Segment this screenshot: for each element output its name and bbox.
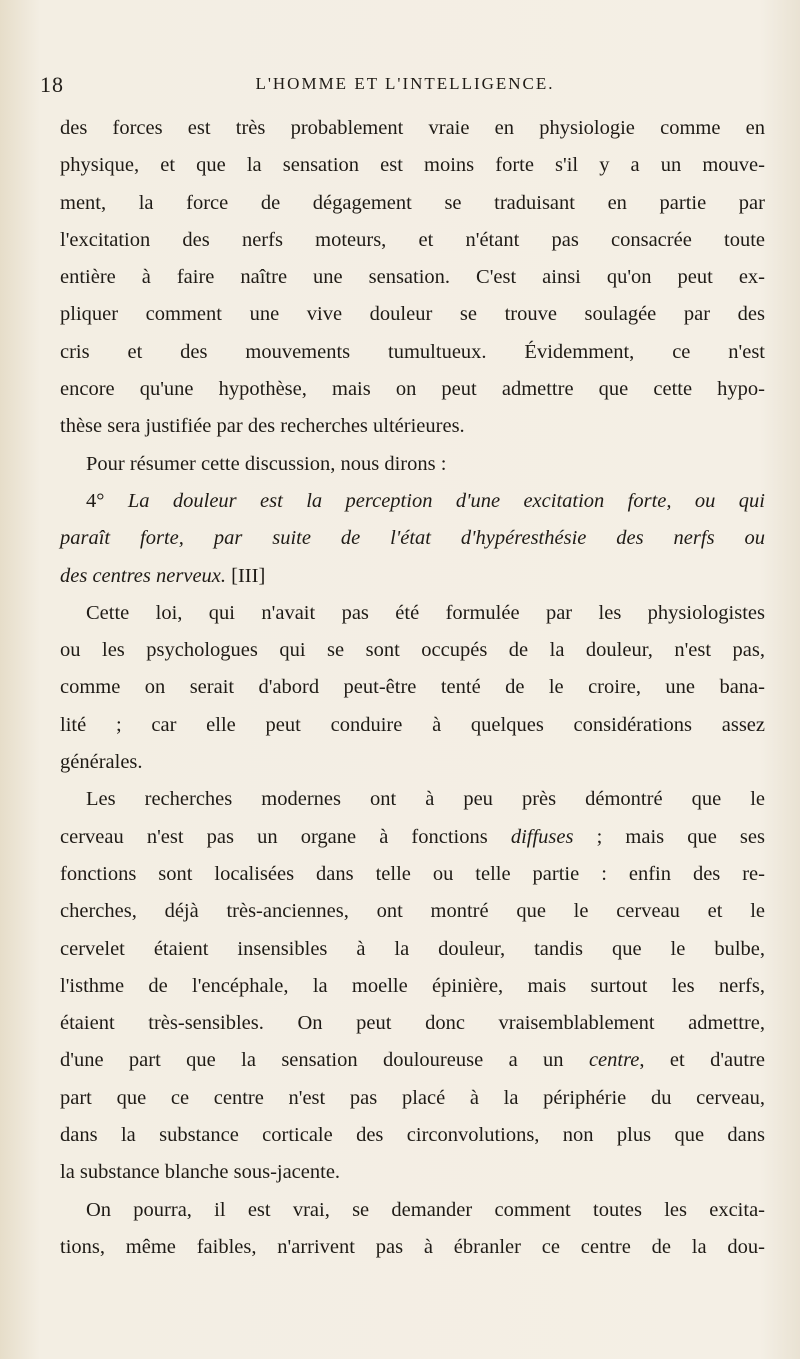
text-segment: l'excitation des nerfs moteurs, et n'étant pas consacrée toute bbox=[60, 228, 765, 251]
running-title: L'HOMME ET L'INTELLIGENCE. bbox=[255, 74, 555, 93]
italic-text-segment: paraît forte, par suite de l'état d'hypéresthésie des nerfs ou bbox=[60, 527, 765, 550]
text-segment: encore qu'une hypothèse, mais on peut admettre que cette hypo- bbox=[60, 378, 765, 401]
text-segment: Cette loi, qui n'avait pas été formulée par les physiologistes bbox=[86, 601, 765, 624]
text-line bbox=[60, 147, 765, 184]
text-line bbox=[60, 334, 765, 371]
text-line bbox=[60, 968, 765, 1005]
text-line bbox=[60, 744, 765, 781]
text-line bbox=[60, 371, 765, 408]
text-segment: physique, et que la sensation est moins forte s'il y a un mouve- bbox=[60, 154, 765, 177]
text-line bbox=[60, 408, 765, 445]
italic-text-segment: La douleur est la perception d'une excitation forte, ou qui bbox=[127, 489, 765, 512]
text-line bbox=[60, 632, 765, 669]
text-line bbox=[60, 520, 765, 557]
text-segment: entière à faire naître une sensation. C'est ainsi qu'on peut ex- bbox=[60, 266, 765, 289]
text-segment: thèse sera justifiée par des recherches ultérieures. bbox=[60, 415, 465, 438]
italic-text-segment: des centres nerveux. bbox=[60, 564, 227, 587]
text-segment: la substance blanche sous-jacente. bbox=[60, 1161, 341, 1184]
text-line bbox=[60, 931, 765, 968]
text-line bbox=[60, 819, 765, 856]
text-segment: Pour résumer cette discussion, nous dirons : bbox=[86, 452, 447, 475]
text-segment: des forces est très probablement vraie en physiologie comme en bbox=[60, 117, 765, 139]
text-line bbox=[60, 1117, 765, 1154]
text-line bbox=[60, 446, 765, 483]
text-line bbox=[60, 558, 765, 595]
text-line bbox=[60, 1192, 765, 1229]
text-segment: d'une part que la sensation douloureuse a un bbox=[60, 1049, 589, 1072]
text-line bbox=[60, 595, 765, 632]
text-line bbox=[60, 781, 765, 818]
text-segment: cerveau n'est pas un organe à fonctions bbox=[60, 825, 511, 848]
text-segment: , et d'autre bbox=[639, 1049, 765, 1072]
italic-text-segment: centre bbox=[588, 1049, 640, 1072]
text-line bbox=[60, 1080, 765, 1117]
text-segment: générales. bbox=[60, 751, 143, 774]
text-segment: lité ; car elle peut conduire à quelques considérations assez bbox=[60, 713, 765, 736]
text-segment: ment, la force de dégagement se traduisant en partie par bbox=[60, 191, 765, 214]
text-line bbox=[60, 669, 765, 706]
text-line bbox=[60, 185, 765, 222]
text-line bbox=[60, 1005, 765, 1042]
text-segment: On pourra, il est vrai, se demander comment toutes les excita- bbox=[86, 1198, 765, 1221]
text-segment: [III] bbox=[226, 564, 266, 587]
text-segment: Les recherches modernes ont à peu près démontré que le bbox=[86, 788, 765, 811]
text-segment: fonctions sont localisées dans telle ou telle partie : enfin des re- bbox=[60, 862, 765, 885]
text-segment: dans la substance corticale des circonvolutions, non plus que dans bbox=[60, 1124, 765, 1147]
text-segment: comme on serait d'abord peut-être tenté de le croire, une bana- bbox=[60, 676, 765, 699]
text-segment: cherches, déjà très-anciennes, ont montré que le cerveau et le bbox=[60, 900, 765, 923]
text-segment: tions, même faibles, n'arrivent pas à ébranler ce centre de la dou- bbox=[60, 1235, 765, 1258]
text-line bbox=[60, 110, 765, 147]
text-segment: étaient très-sensibles. On peut donc vraisemblablement admettre, bbox=[60, 1012, 765, 1035]
italic-text-segment: diffuses bbox=[510, 825, 574, 848]
text-line bbox=[60, 259, 765, 296]
text-segment: l'isthme de l'encéphale, la moelle épinière, mais surtout les nerfs, bbox=[60, 974, 765, 997]
text-line bbox=[60, 856, 765, 893]
text-segment: pliquer comment une vive douleur se trouve soulagée par des bbox=[60, 303, 765, 326]
text-line bbox=[60, 1042, 765, 1079]
text-segment: cervelet étaient insensibles à la douleur, tandis que le bulbe, bbox=[60, 937, 765, 960]
text-segment: part que ce centre n'est pas placé à la périphérie du cerveau, bbox=[60, 1086, 765, 1109]
text-line bbox=[60, 296, 765, 333]
text-segment: 4° bbox=[86, 489, 128, 512]
text-line bbox=[60, 483, 765, 520]
page-header bbox=[40, 72, 770, 102]
text-line bbox=[60, 893, 765, 930]
text-line bbox=[60, 1154, 765, 1191]
text-segment: ; mais que ses bbox=[573, 825, 765, 848]
text-segment: cris et des mouvements tumultueux. Évidemment, ce n'est bbox=[60, 340, 765, 363]
text-line bbox=[60, 1229, 765, 1266]
text-line bbox=[60, 222, 765, 259]
body-text bbox=[60, 110, 765, 1266]
page-number: 18 bbox=[40, 72, 64, 97]
text-segment: ou les psychologues qui se sont occupés de la douleur, n'est pas, bbox=[60, 639, 765, 662]
text-line bbox=[60, 707, 765, 744]
